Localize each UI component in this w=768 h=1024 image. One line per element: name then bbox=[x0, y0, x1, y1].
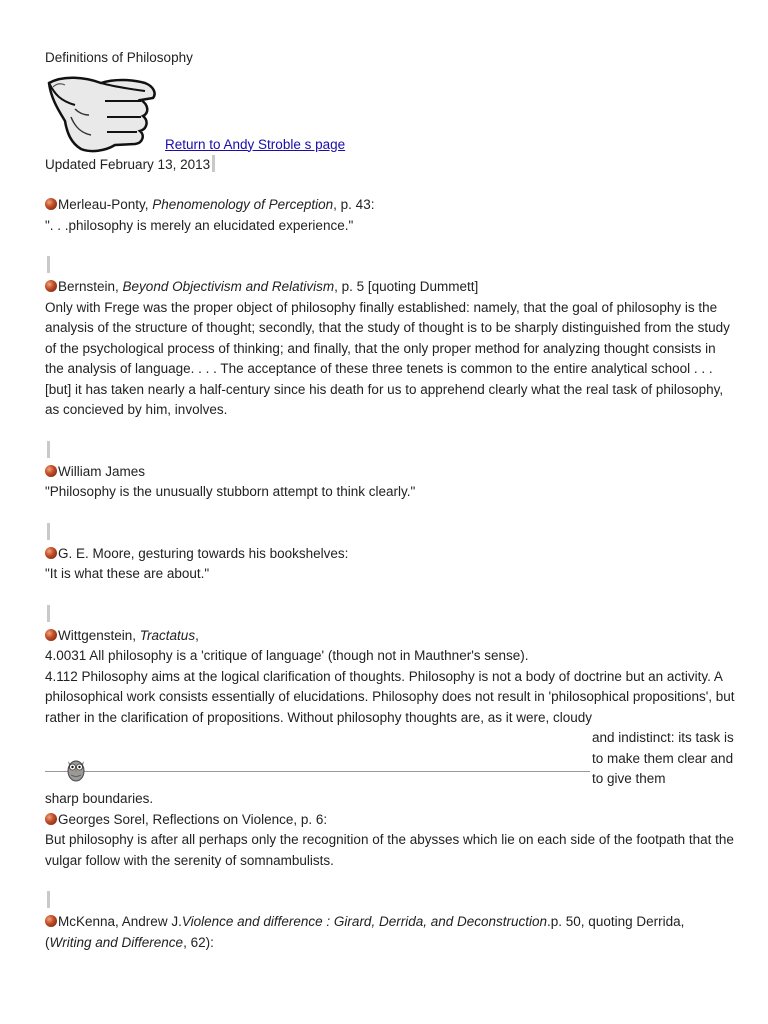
entry-quote-merleau: ". . .philosophy is merely an elucidated experience." bbox=[45, 217, 354, 233]
entry-heading-mckenna: McKenna, Andrew J.Violence and difference : Girard, Derrida, and Deconstruction.p. 50, quoting Derrida, bbox=[45, 912, 735, 933]
return-nav bbox=[45, 71, 735, 155]
owl-divider-block bbox=[45, 728, 735, 789]
entry-line-wittgenstein-4-0031: 4.0031 All philosophy is a 'critique of language' (though not in Mauthner's sense). bbox=[45, 648, 529, 663]
entry-end-wittgenstein: sharp boundaries. bbox=[45, 791, 154, 806]
red-ball-icon bbox=[45, 465, 57, 477]
work-title: Violence and difference : Girard, Derrida, and Deconstruction bbox=[181, 914, 548, 929]
work-title: Beyond Objectivism and Relativism bbox=[122, 279, 335, 294]
entry-heading-wittgenstein: Wittgenstein, Tractatus, bbox=[45, 626, 735, 647]
red-ball-icon bbox=[45, 813, 57, 825]
entry-heading-moore: G. E. Moore, gesturing towards his bookshelves: bbox=[45, 544, 735, 565]
return-link[interactable]: Return to Andy Stroble s page bbox=[165, 136, 346, 152]
red-ball-icon bbox=[45, 629, 57, 641]
entry-heading-merleau: Merleau-Ponty, Phenomenology of Perception, p. 43: bbox=[45, 195, 735, 216]
separator-bar bbox=[47, 891, 50, 908]
red-ball-icon bbox=[45, 915, 57, 927]
entry-quote-james: "Philosophy is the unusually stubborn attempt to think clearly." bbox=[45, 484, 416, 499]
work-title: Phenomenology of Perception bbox=[152, 197, 334, 212]
horizontal-rule bbox=[45, 771, 590, 772]
page-title: Definitions of Philosophy bbox=[45, 50, 193, 65]
entry-quote-sorel: But philosophy is after all perhaps only the recognition of the abysses which lie on each side of the footpath that the vulgar follow with the serenity of somnambulists. bbox=[45, 832, 734, 868]
work-title: Tractatus bbox=[139, 627, 196, 643]
red-ball-icon bbox=[45, 198, 57, 210]
entry-wrap-wittgenstein: and indistinct: its task is to make them clear and to give them bbox=[592, 730, 734, 786]
work-title: Writing and Difference bbox=[49, 934, 184, 950]
entry-quote-moore: "It is what these are about." bbox=[45, 566, 210, 581]
separator-bar bbox=[47, 523, 50, 540]
entry-heading-bernstein: Bernstein, Beyond Objectivism and Relativism, p. 5 [quoting Dummett] bbox=[45, 277, 735, 298]
text-cursor bbox=[212, 155, 215, 172]
document-body bbox=[45, 48, 735, 953]
separator-bar bbox=[47, 256, 50, 273]
entry-quote-bernstein: Only with Frege was the proper object of philosophy finally established: namely, that the goal of philosophy is the analysis of the structure of thought; secondly, that the study of thought is to be sharply distinguished from the study of the psychological process of thinking; and finally, that the only proper method for analyzing thought consists in the analysis of language. . . . The acceptance of these three tenets is common to the entire analytical school . . . [but] it has taken nearly a half-century since his death for us to apprehend clearly what the real task of philosophy, as concieved by him, involves. bbox=[45, 299, 730, 417]
entry-heading-james: William James bbox=[45, 462, 735, 483]
owl-icon bbox=[65, 756, 87, 782]
separator-bar bbox=[47, 605, 50, 622]
pointing-hand-icon bbox=[45, 71, 167, 155]
red-ball-icon bbox=[45, 280, 57, 292]
red-ball-icon bbox=[45, 547, 57, 559]
updated-date: Updated February 13, 2013 bbox=[45, 155, 735, 176]
entry-heading-sorel: Georges Sorel, Reflections on Violence, p. 6: bbox=[45, 810, 735, 831]
entry-para-wittgenstein-4-112: 4.112 Philosophy aims at the logical clarification of thoughts. Philosophy is not a body of doctrine but an activity. A philosophical work consists essentially of elucidations. Philosophy does not result in 'philosophical propositions', but rather in the clarification of propositions. Without philosophy thoughts are, as it were, cloudy bbox=[45, 668, 735, 725]
entry-source-mckenna: (Writing and Difference, 62): bbox=[45, 934, 214, 950]
separator-bar bbox=[47, 441, 50, 458]
